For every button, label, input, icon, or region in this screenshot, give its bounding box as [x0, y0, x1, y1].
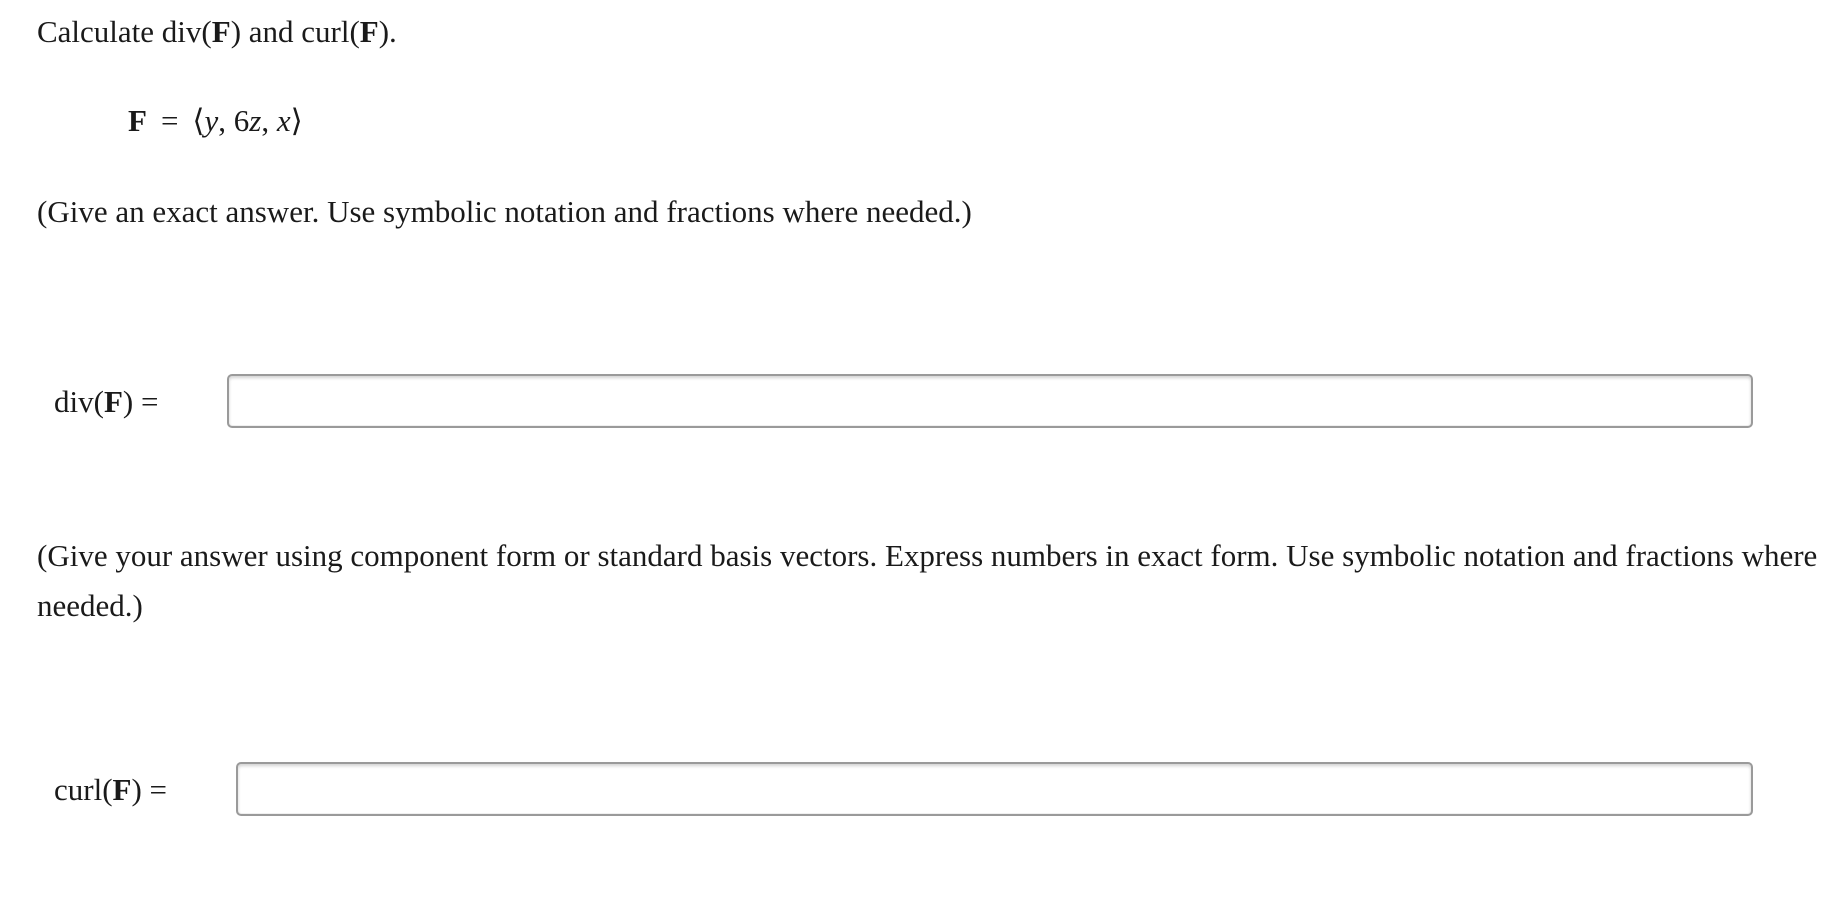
- div-label-prefix: div(: [54, 384, 104, 419]
- equation-component-2: z: [249, 103, 262, 138]
- curl-label-suffix: ) =: [131, 772, 168, 807]
- equation-equals: =: [160, 103, 179, 138]
- equation-component-3: x: [276, 103, 291, 138]
- div-label-suffix: ) =: [122, 384, 159, 419]
- curl-label-symbol: F: [112, 772, 132, 807]
- vector-field-symbol: F: [211, 14, 231, 49]
- div-label-symbol: F: [103, 384, 123, 419]
- curl-instructions: (Give your answer using component form or standard basis vectors. Express numbers in exact form. Use symbolic notation and fractions where needed.): [37, 538, 1818, 623]
- equation-open-bracket: ⟨: [192, 103, 205, 138]
- prompt-text-prefix: Calculate div(: [37, 14, 212, 49]
- vector-field-symbol: F: [359, 14, 379, 49]
- equation-component-1: y: [204, 103, 219, 138]
- div-instructions: (Give an exact answer. Use symbolic notation and fractions where needed.): [37, 194, 972, 229]
- curl-label-prefix: curl(: [54, 772, 113, 807]
- equation-separator-2: ,: [261, 103, 277, 138]
- div-answer-label: [54, 384, 158, 420]
- vector-field-equation: [128, 103, 303, 139]
- prompt-text-suffix: ).: [378, 14, 397, 49]
- curl-answer-input[interactable]: [236, 762, 1753, 816]
- equation-close-bracket: ⟩: [290, 103, 303, 138]
- equation-separator-1: , 6: [218, 103, 250, 138]
- equation-lhs: F: [128, 103, 147, 138]
- curl-answer-label: [54, 772, 167, 808]
- question-prompt: [37, 14, 397, 50]
- div-answer-input[interactable]: [227, 374, 1753, 428]
- prompt-text-middle: ) and curl(: [230, 14, 360, 49]
